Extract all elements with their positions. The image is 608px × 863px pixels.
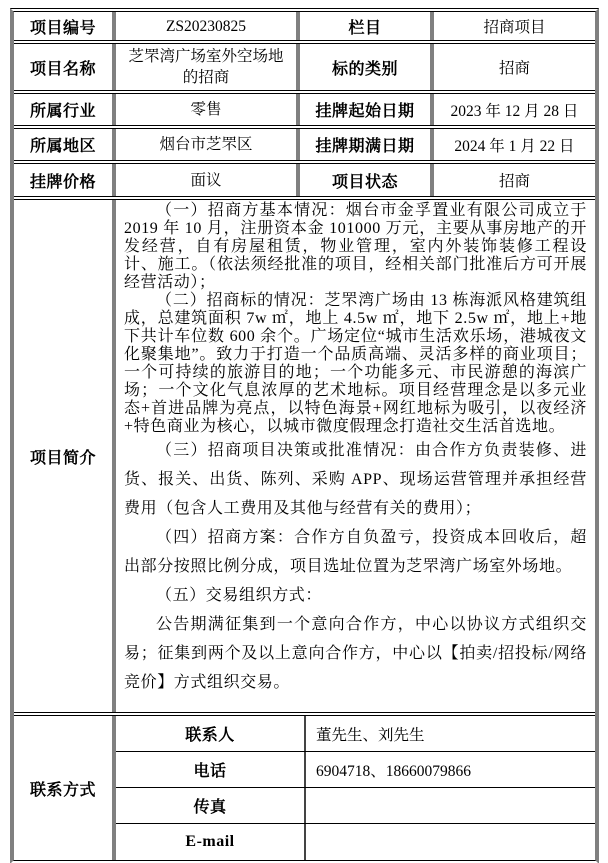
listing-price-label: 挂牌价格: [14, 164, 116, 196]
listing-end-date-value: 2024 年 1 月 22 日: [454, 137, 575, 155]
listing-price-value: 面议: [116, 164, 300, 196]
listing-start-date-label: 挂牌起始日期: [300, 94, 434, 125]
region-value: 烟台市芝罘区: [116, 129, 300, 160]
intro-paragraph-3: （三）招商项目决策或批准情况：由合作方负责装修、进货、报关、出货、陈列、采购 APP、现场运营管理并承担经营费用（包含人工费用及其他与经营有关的费用）；: [124, 442, 587, 517]
project-name-value: 芝罘湾广场室外空场地的招商: [116, 44, 300, 90]
subject-type-label: 标的类别: [300, 44, 434, 90]
intro-paragraph-5: （五）交易组织方式：: [156, 587, 323, 604]
table-row-project-number: [14, 12, 595, 44]
contact-fax-label: 传真: [116, 788, 306, 823]
project-intro-label: 项目简介: [14, 200, 116, 712]
intro-paragraph-6: 公告期满征集到一个意向合作方，中心以协议方式组织交易；征集到两个及以上意向合作方，中心以【拍卖/招投标/网络竞价】方式组织交易。: [124, 616, 587, 691]
contact-phone-value: 6904718、18660079866: [316, 762, 472, 780]
table-row-industry: [14, 94, 595, 129]
listing-start-date-value: 2023 年 12 月 28 日: [450, 102, 579, 120]
industry-label: 所属行业: [14, 94, 116, 125]
contact-sub-table: [116, 716, 595, 860]
contact-person-label: 联系人: [116, 716, 306, 751]
project-intro-text: [116, 200, 595, 712]
contact-row-email: [116, 824, 595, 860]
table-row-price: [14, 164, 595, 200]
contact-row-person: [116, 716, 595, 752]
intro-paragraph-2: （二）招商标的情况：芝罘湾广场由 13 栋海派风格建筑组成，总建筑面积 7w ㎡，地上 4.5w ㎡，地下 2.5w ㎡，地上+地下共计车位数 600 余个。广场定位“城市生活欢乐场，港城夜文化聚集地”。致力于打造一个品质高端、灵活多样的商业项目；一个可持续的旅游目的地；一个功能多元、市民游憩的海滨广场；一个文化气息浓厚的艺术地标。项目经营理念是以多元业态+首进品牌为亮点，以特色海景+网红地标为吸引，以夜经济+特色商业为核心，以城市微度假理念打造社交生活首选地。: [124, 292, 587, 435]
contact-row-fax: [116, 788, 595, 824]
table-row-region: [14, 129, 595, 164]
table-row-project-intro: [14, 200, 595, 716]
industry-value: 零售: [116, 94, 300, 125]
table-row-contact: [14, 716, 595, 860]
project-info-table: [10, 8, 599, 863]
project-number-value: ZS20230825: [116, 12, 300, 40]
contact-fax-value: [306, 788, 595, 823]
project-status-label: 项目状态: [300, 164, 434, 196]
contact-email-label: E-mail: [116, 824, 306, 860]
contact-person-value: 董先生、刘先生: [316, 726, 425, 744]
intro-paragraph-1: （一）招商方基本情况：烟台市金孚置业有限公司成立于 2019 年 10 月，注册资本金 101000 万元，主要从事房地产的开发经营，自有房屋租赁，物业管理，室内外装饰装修工程设计、施工。（依法须经批准的项目，经相关部门批准后方可开展经营活动）；: [124, 202, 587, 291]
contact-phone-label: 电话: [116, 752, 306, 787]
subject-type-value: 招商: [498, 60, 530, 77]
region-label: 所属地区: [14, 129, 116, 160]
contact-section-label: 联系方式: [14, 716, 116, 860]
category-label: 栏目: [300, 12, 434, 40]
project-name-label: 项目名称: [14, 44, 116, 90]
contact-email-value: [306, 824, 595, 860]
category-value: 招商项目: [483, 19, 546, 36]
contact-row-phone: [116, 752, 595, 788]
table-row-project-name: [14, 44, 595, 94]
listing-end-date-label: 挂牌期满日期: [300, 129, 434, 160]
intro-paragraph-4: （四）招商方案：合作方自负盈亏，投资成本回收后，超出部分按照比例分成，项目选址位置为芝罘湾广场室外场地。: [124, 529, 587, 575]
project-status-value: 招商: [498, 173, 530, 190]
project-number-label: 项目编号: [14, 12, 116, 40]
